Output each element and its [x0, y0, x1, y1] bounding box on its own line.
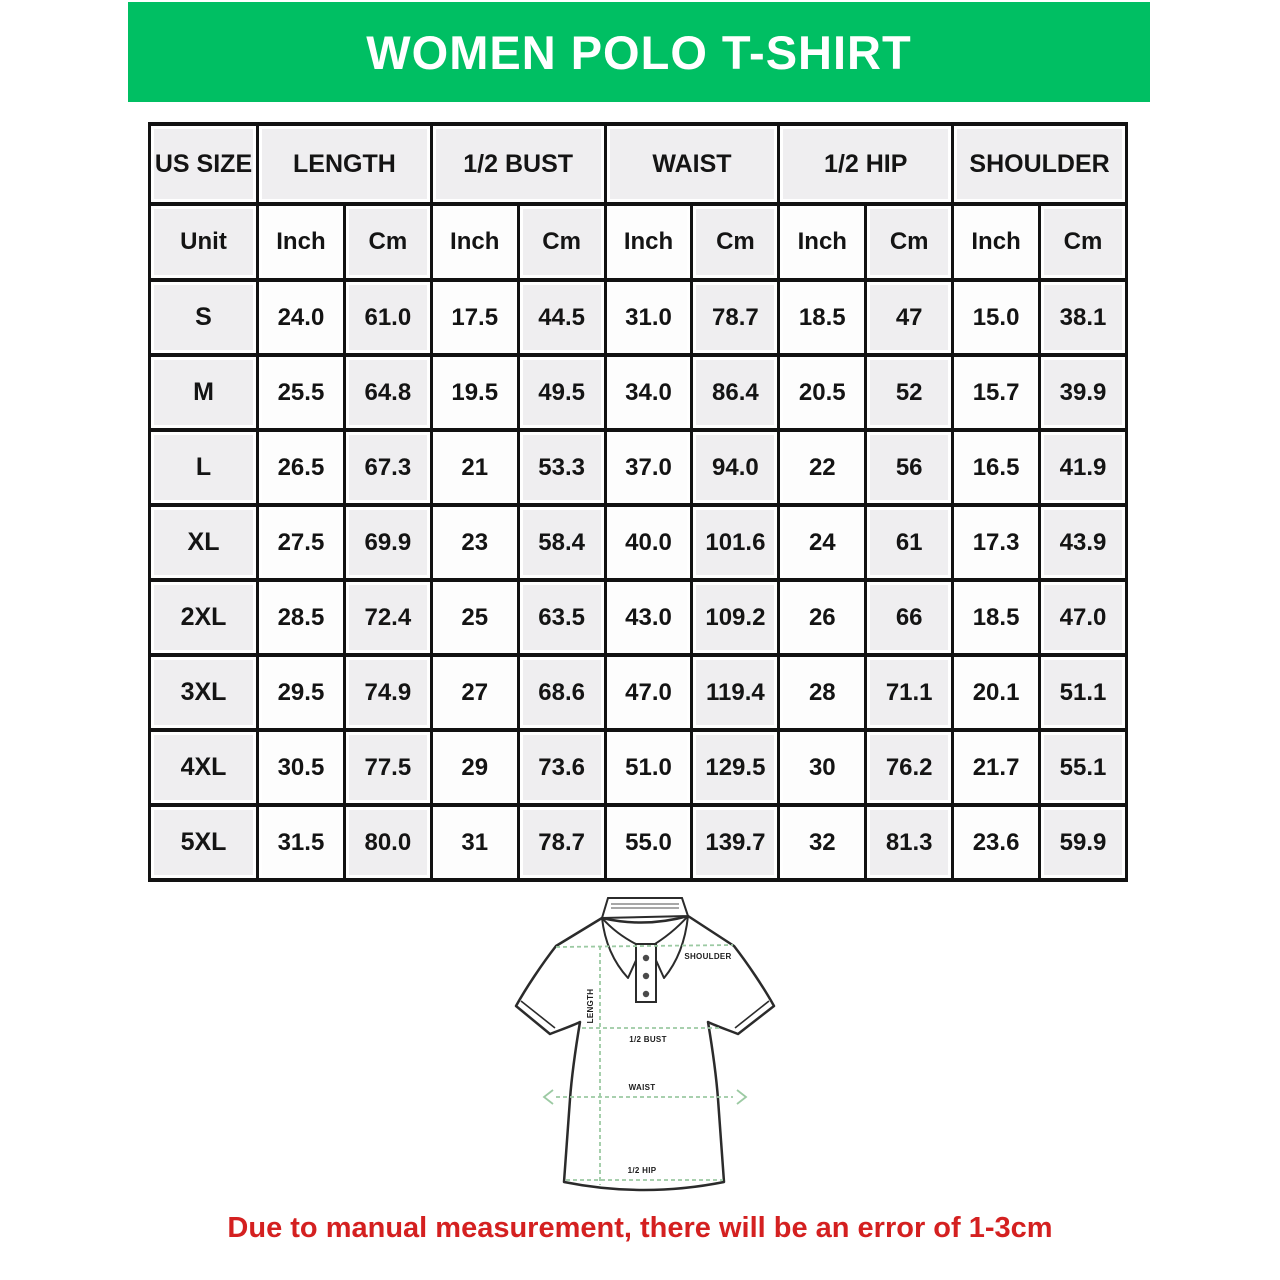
- value-cell: 51.1: [1040, 655, 1127, 730]
- value-cell: 39.9: [1040, 355, 1127, 430]
- size-label: 5XL: [150, 805, 258, 880]
- value-cell: 74.9: [344, 655, 431, 730]
- measurement-error-note: Due to manual measurement, there will be an error of 1-3cm: [227, 1212, 1053, 1244]
- value-cell: 80.0: [344, 805, 431, 880]
- value-cell: 32: [779, 805, 866, 880]
- value-cell: 53.3: [518, 430, 605, 505]
- waist-arrow-left: [544, 1090, 553, 1104]
- value-cell: 31: [431, 805, 518, 880]
- size-label: M: [150, 355, 258, 430]
- col-header-waist: WAIST: [605, 124, 779, 204]
- shirt-measurement-diagram: [490, 884, 790, 1214]
- shoulder-label: SHOULDER: [684, 952, 732, 961]
- value-cell: 61: [866, 505, 953, 580]
- value-cell: 77.5: [344, 730, 431, 805]
- unit-header: Unit: [150, 204, 258, 280]
- value-cell: 24.0: [258, 280, 345, 355]
- value-cell: 26.5: [258, 430, 345, 505]
- value-cell: 41.9: [1040, 430, 1127, 505]
- table-row: [150, 655, 1127, 730]
- size-label: XL: [150, 505, 258, 580]
- value-cell: 20.1: [953, 655, 1040, 730]
- value-cell: 63.5: [518, 580, 605, 655]
- value-cell: 31.5: [258, 805, 345, 880]
- table-row: [150, 730, 1127, 805]
- value-cell: 20.5: [779, 355, 866, 430]
- value-cell: 55.0: [605, 805, 692, 880]
- polo-shirt-illustration: [490, 884, 790, 1214]
- size-table-body: [150, 280, 1127, 880]
- value-cell: 109.2: [692, 580, 779, 655]
- table-row: [150, 505, 1127, 580]
- value-cell: 86.4: [692, 355, 779, 430]
- value-cell: 31.0: [605, 280, 692, 355]
- value-cell: 55.1: [1040, 730, 1127, 805]
- unit-header: Inch: [953, 204, 1040, 280]
- value-cell: 28.5: [258, 580, 345, 655]
- value-cell: 30.5: [258, 730, 345, 805]
- value-cell: 129.5: [692, 730, 779, 805]
- size-label: L: [150, 430, 258, 505]
- value-cell: 27.5: [258, 505, 345, 580]
- value-cell: 71.1: [866, 655, 953, 730]
- col-header-us-size: US SIZE: [150, 124, 258, 204]
- value-cell: 22: [779, 430, 866, 505]
- value-cell: 30: [779, 730, 866, 805]
- value-cell: 66: [866, 580, 953, 655]
- button: [643, 991, 649, 997]
- value-cell: 37.0: [605, 430, 692, 505]
- table-row: [150, 280, 1127, 355]
- value-cell: 78.7: [518, 805, 605, 880]
- value-cell: 139.7: [692, 805, 779, 880]
- value-cell: 17.3: [953, 505, 1040, 580]
- unit-header: Inch: [258, 204, 345, 280]
- table-unit-header-row: [150, 204, 1127, 280]
- unit-header: Cm: [866, 204, 953, 280]
- value-cell: 101.6: [692, 505, 779, 580]
- col-header-shoulder: SHOULDER: [953, 124, 1127, 204]
- value-cell: 27: [431, 655, 518, 730]
- value-cell: 51.0: [605, 730, 692, 805]
- value-cell: 26: [779, 580, 866, 655]
- value-cell: 17.5: [431, 280, 518, 355]
- table-row: [150, 355, 1127, 430]
- unit-header: Cm: [1040, 204, 1127, 280]
- value-cell: 47.0: [1040, 580, 1127, 655]
- value-cell: 94.0: [692, 430, 779, 505]
- value-cell: 47: [866, 280, 953, 355]
- value-cell: 72.4: [344, 580, 431, 655]
- value-cell: 44.5: [518, 280, 605, 355]
- unit-header: Inch: [605, 204, 692, 280]
- value-cell: 29: [431, 730, 518, 805]
- size-label: 2XL: [150, 580, 258, 655]
- value-cell: 19.5: [431, 355, 518, 430]
- value-cell: 34.0: [605, 355, 692, 430]
- value-cell: 68.6: [518, 655, 605, 730]
- bust-label: 1/2 BUST: [629, 1035, 667, 1044]
- value-cell: 119.4: [692, 655, 779, 730]
- page-title: WOMEN POLO T-SHIRT: [366, 25, 912, 79]
- value-cell: 81.3: [866, 805, 953, 880]
- value-cell: 43.0: [605, 580, 692, 655]
- value-cell: 67.3: [344, 430, 431, 505]
- title-banner: [128, 2, 1150, 102]
- col-header-length: LENGTH: [258, 124, 432, 204]
- value-cell: 23.6: [953, 805, 1040, 880]
- size-chart-table: [148, 122, 1128, 882]
- value-cell: 21.7: [953, 730, 1040, 805]
- value-cell: 23: [431, 505, 518, 580]
- value-cell: 16.5: [953, 430, 1040, 505]
- size-label: 3XL: [150, 655, 258, 730]
- button: [643, 973, 649, 979]
- value-cell: 25: [431, 580, 518, 655]
- table-row: [150, 580, 1127, 655]
- size-label: S: [150, 280, 258, 355]
- length-label: LENGTH: [586, 988, 595, 1024]
- waist-label: WAIST: [628, 1083, 656, 1092]
- unit-header: Cm: [692, 204, 779, 280]
- value-cell: 58.4: [518, 505, 605, 580]
- value-cell: 78.7: [692, 280, 779, 355]
- table-group-header-row: [150, 124, 1127, 204]
- table-row: [150, 805, 1127, 880]
- value-cell: 38.1: [1040, 280, 1127, 355]
- value-cell: 47.0: [605, 655, 692, 730]
- size-label: 4XL: [150, 730, 258, 805]
- value-cell: 18.5: [953, 580, 1040, 655]
- unit-header: Inch: [431, 204, 518, 280]
- value-cell: 21: [431, 430, 518, 505]
- value-cell: 56: [866, 430, 953, 505]
- value-cell: 64.8: [344, 355, 431, 430]
- value-cell: 15.0: [953, 280, 1040, 355]
- hip-label: 1/2 HIP: [627, 1166, 657, 1175]
- value-cell: 59.9: [1040, 805, 1127, 880]
- unit-header: Inch: [779, 204, 866, 280]
- table-row: [150, 430, 1127, 505]
- value-cell: 24: [779, 505, 866, 580]
- unit-header: Cm: [344, 204, 431, 280]
- value-cell: 43.9: [1040, 505, 1127, 580]
- value-cell: 61.0: [344, 280, 431, 355]
- value-cell: 15.7: [953, 355, 1040, 430]
- value-cell: 40.0: [605, 505, 692, 580]
- value-cell: 25.5: [258, 355, 345, 430]
- value-cell: 69.9: [344, 505, 431, 580]
- value-cell: 49.5: [518, 355, 605, 430]
- col-header-hip: 1/2 HIP: [779, 124, 953, 204]
- value-cell: 28: [779, 655, 866, 730]
- col-header-bust: 1/2 BUST: [431, 124, 605, 204]
- waist-arrow-right: [737, 1090, 746, 1104]
- unit-header: Cm: [518, 204, 605, 280]
- value-cell: 52: [866, 355, 953, 430]
- value-cell: 29.5: [258, 655, 345, 730]
- value-cell: 18.5: [779, 280, 866, 355]
- value-cell: 76.2: [866, 730, 953, 805]
- button: [643, 955, 649, 961]
- value-cell: 73.6: [518, 730, 605, 805]
